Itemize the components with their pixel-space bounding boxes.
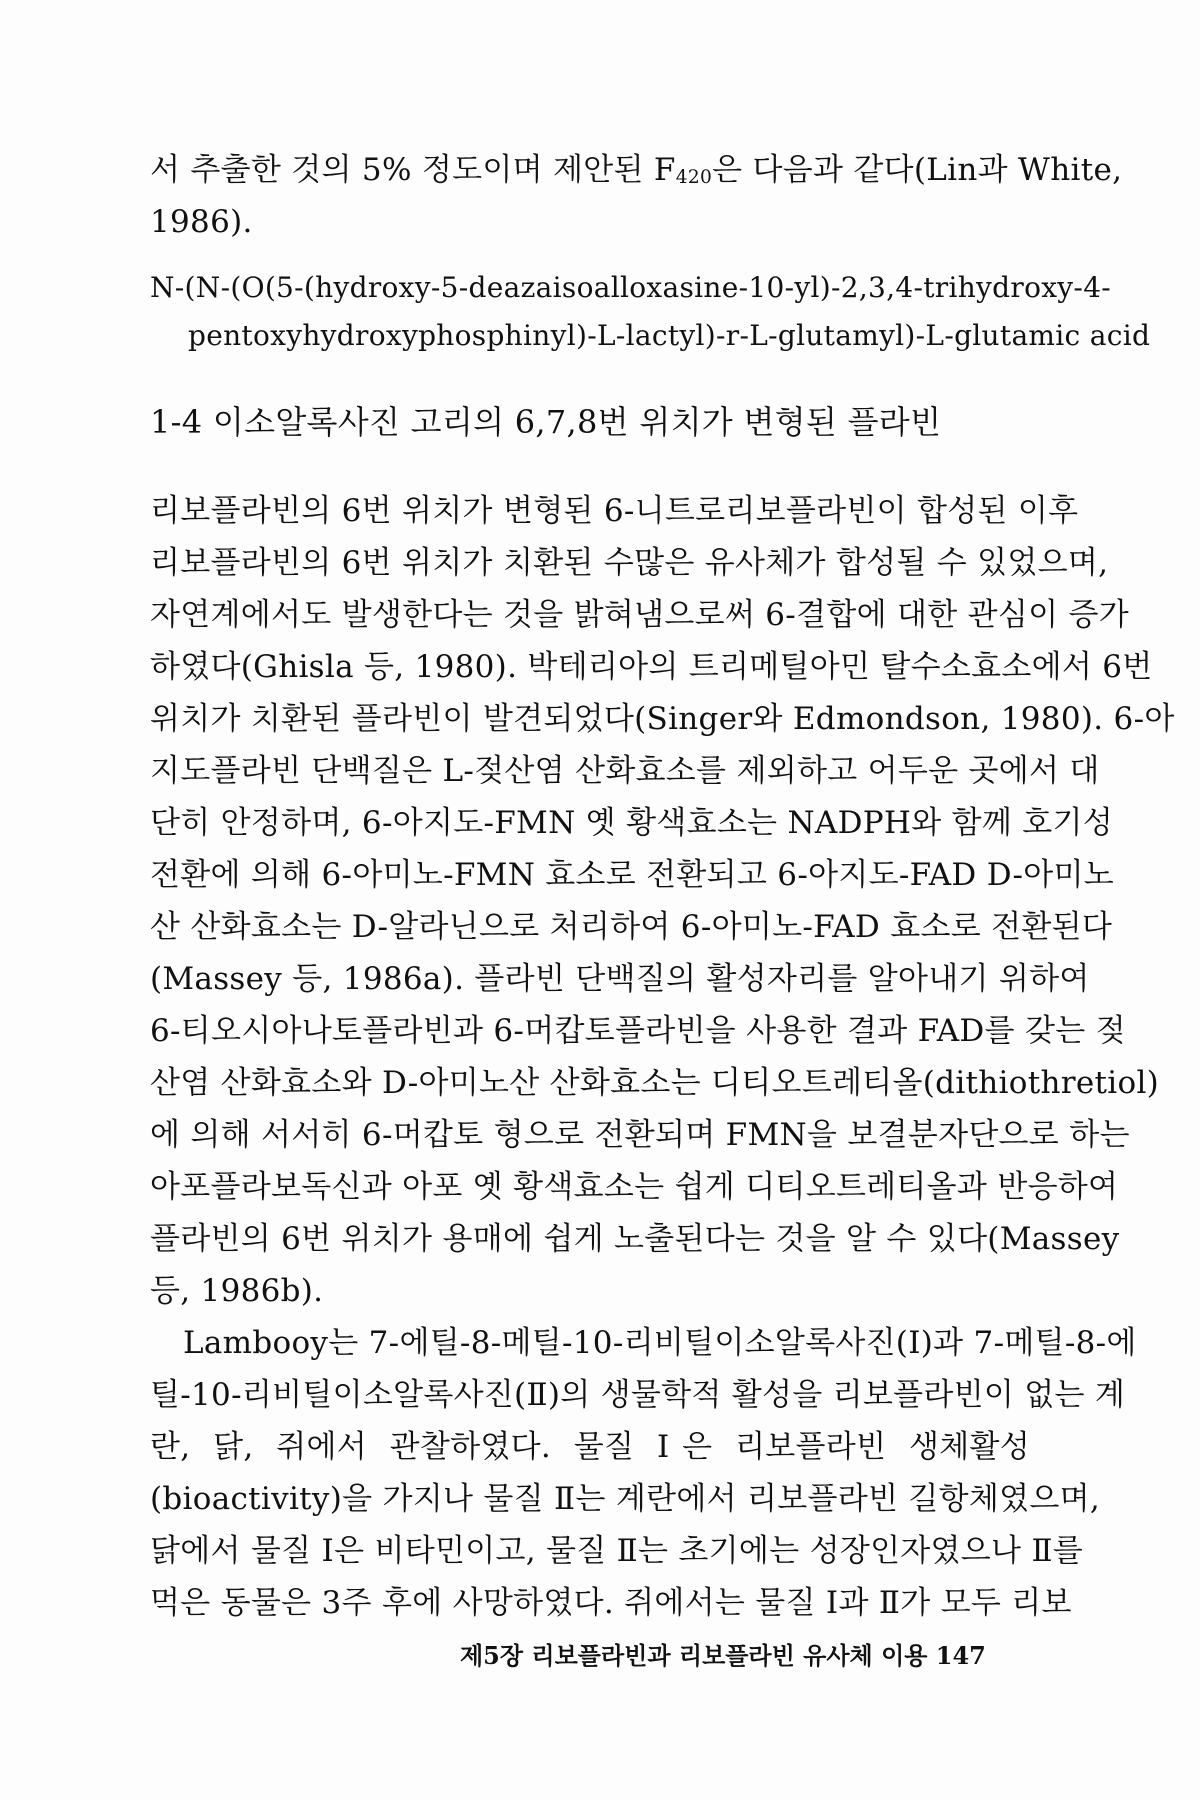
text-line-1-pre: 서 추출한 것의 5% 정도이며 제안된 F (150, 152, 676, 188)
chemical-name-line-2: pentoxyhydroxyphosphinyl)-L-lactyl)-r-L-glutamyl)-L-glutamic acid (188, 319, 1151, 352)
chemical-name-line-1: N-(N-(O(5-(hydroxy-5-deazaisoalloxasine-10-yl)-2,3,4-trihydroxy-4- (150, 271, 1112, 304)
body-line-10: (Massey 등, 1986a). 플라빈 단백질의 활성자리를 알아내기 위하여 (150, 961, 1090, 997)
running-footer: 제5장 리보플라빈과 리보플라빈 유사체 이용 147 (460, 1641, 986, 1670)
body-line-15: 플라빈의 6번 위치가 용매에 쉽게 노출된다는 것을 알 수 있다(Massey (150, 1221, 1120, 1257)
body-line-9: 산 산화효소는 D-알라닌으로 처리하여 6-아미노-FAD 효소로 전환된다 (150, 909, 1113, 945)
f420-subscript: 420 (675, 166, 713, 188)
body-line-5: 위치가 치환된 플라빈이 발견되었다(Singer와 Edmondson, 1980). 6-아 (150, 701, 1175, 737)
text-line-2: 1986). (150, 204, 253, 240)
body-line-12: 산염 산화효소와 D-아미노산 산화효소는 디티오트레티올(dithiothretiol) (150, 1065, 1160, 1101)
body-line-22: 먹은 동물은 3주 후에 사망하였다. 쥐에서는 물질 Ⅰ과 Ⅱ가 모두 리보 (150, 1585, 1072, 1621)
body-line-2: 리보플라빈의 6번 위치가 치환된 수많은 유사체가 합성될 수 있었으며, (150, 545, 1109, 581)
body-line-4: 하였다(Ghisla 등, 1980). 박테리아의 트리메틸아민 탈수소효소에서 6번 (150, 649, 1153, 685)
body-line-21: 닭에서 물질 Ⅰ은 비타민이고, 물질 Ⅱ는 초기에는 성장인자였으나 Ⅱ를 (150, 1533, 1084, 1569)
text-line-1-post: 은 다음과 같다(Lin과 White, (712, 152, 1123, 188)
body-line-1: 리보플라빈의 6번 위치가 변형된 6-니트로리보플라빈이 합성된 이후 (150, 493, 1079, 529)
body-line-16: 등, 1986b). (150, 1273, 324, 1309)
body-line-13: 에 의해 서서히 6-머캅토 형으로 전환되며 FMN을 보결분자단으로 하는 (150, 1117, 1130, 1153)
body-line-11: 6-티오시아나토플라빈과 6-머캅토플라빈을 사용한 결과 FAD를 갖는 젖 (150, 1013, 1126, 1049)
section-heading: 1-4 이소알록사진 고리의 6,7,8번 위치가 변형된 플라빈 (150, 403, 942, 441)
body-line-19: 란, 닭, 쥐에서 관찰하였다. 물질 Ⅰ은 리보플라빈 생체활성 (150, 1429, 1030, 1465)
body-line-8: 전환에 의해 6-아미노-FMN 효소로 전환되고 6-아지도-FAD D-아미노 (150, 857, 1114, 893)
body-line-3: 자연계에서도 발생한다는 것을 밝혀냄으로써 6-결합에 대한 관심이 증가 (150, 597, 1130, 633)
body-line-6: 지도플라빈 단백질은 L-젖산염 산화효소를 제외하고 어두운 곳에서 대 (150, 753, 1100, 789)
body-line-14: 아포플라보독신과 아포 옛 황색효소는 쉽게 디티오트레티올과 반응하여 (150, 1169, 1119, 1205)
body-line-18: 틸-10-리비틸이소알록사진(Ⅱ)의 생물학적 활성을 리보플라빈이 없는 계 (150, 1377, 1126, 1413)
body-line-17: Lambooy는 7-에틸-8-메틸-10-리비틸이소알록사진(Ⅰ)과 7-메틸-8-에 (183, 1325, 1137, 1361)
body-line-7: 단히 안정하며, 6-아지도-FMN 옛 황색효소는 NADPH와 함께 호기성 (150, 805, 1114, 841)
text-line-1 (150, 146, 1123, 202)
body-line-20: (bioactivity)을 가지나 물질 Ⅱ는 계란에서 리보플라빈 길항체였으며, (150, 1481, 1100, 1517)
